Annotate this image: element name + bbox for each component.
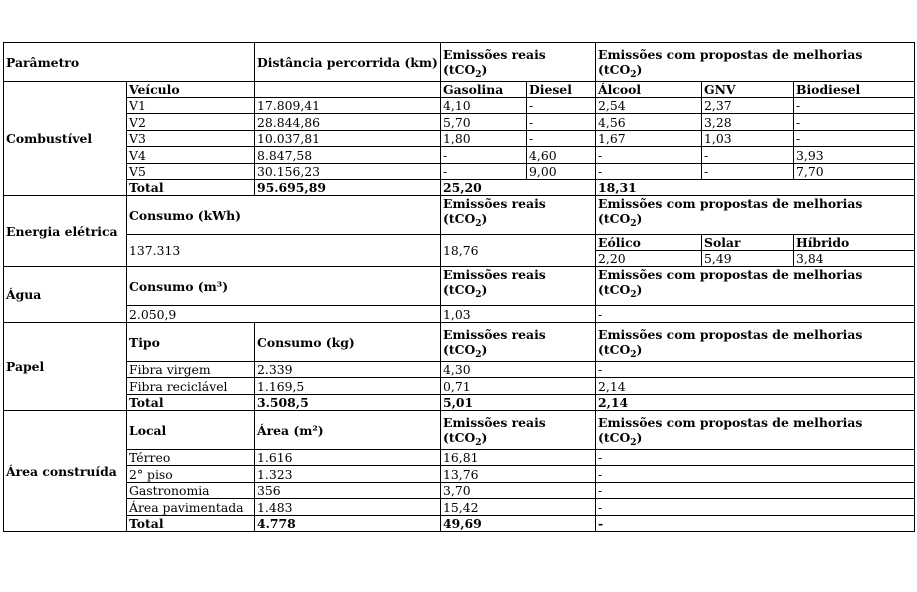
- table-row: [4, 499, 915, 516]
- area-area-cell: 1.323: [255, 466, 441, 483]
- total-label: Total: [127, 516, 255, 532]
- eolico-value: 2,20: [596, 251, 702, 267]
- gasolina-cell: 4,10: [441, 98, 527, 114]
- gnv-cell: 1,03: [702, 131, 794, 147]
- header-parametro: Parâmetro: [4, 43, 255, 82]
- combustivel-total-row: [4, 180, 915, 196]
- header-emissoes-melhorias: Emissões com propostas de melhorias (tCO$_2$): [596, 43, 915, 82]
- hibrido-value: 3,84: [794, 251, 915, 267]
- unit-tco2: (tCO$_2$): [598, 211, 643, 229]
- gasolina-cell: 1,80: [441, 131, 527, 147]
- energia-label: Energia elétrica: [4, 196, 127, 267]
- veiculo-header: Veículo: [127, 82, 255, 98]
- gnv-cell: -: [702, 164, 794, 180]
- unit-tco2: (tCO$_2$): [598, 62, 643, 80]
- gnv-header: GNV: [702, 82, 794, 98]
- vehicle-cell: V4: [127, 147, 255, 164]
- papel-tipo-cell: Fibra virgem: [127, 362, 255, 378]
- km-cell: 28.844,86: [255, 114, 441, 131]
- table-row: [4, 147, 915, 164]
- unit-tco2: (tCO$_2$): [443, 62, 488, 80]
- total-label: Total: [127, 180, 255, 196]
- area-local-cell: Térreo: [127, 450, 255, 466]
- energia-consumo-label: Consumo (kWh): [127, 196, 441, 235]
- table-row: [4, 98, 915, 114]
- solar-header: Solar: [702, 235, 794, 251]
- papel-total-consumo: 3.508,5: [255, 395, 441, 411]
- area-local-header: Local: [127, 411, 255, 450]
- area-reais-cell: 3,70: [441, 483, 596, 499]
- table-row: [4, 450, 915, 466]
- hibrido-header: Híbrido: [794, 235, 915, 251]
- unit-tco2: (tCO$_2$): [443, 282, 488, 300]
- gasolina-cell: 5,70: [441, 114, 527, 131]
- papel-total-row: [4, 395, 915, 411]
- vehicle-cell: V1: [127, 98, 255, 114]
- agua-header-row: [4, 267, 915, 306]
- diesel-cell: -: [527, 114, 596, 131]
- energia-value-row: [4, 235, 915, 251]
- area-total-melhorias: -: [596, 516, 915, 532]
- area-total-row: [4, 516, 915, 532]
- table-row: [4, 466, 915, 483]
- unit-tco2: (tCO$_2$): [443, 342, 488, 360]
- papel-consumo-header: Consumo (kg): [255, 323, 441, 362]
- area-reais-cell: 16,81: [441, 450, 596, 466]
- papel-label: Papel: [4, 323, 127, 411]
- total-km: 95.695,89: [255, 180, 441, 196]
- energia-header-row: [4, 196, 915, 235]
- area-total-reais: 49,69: [441, 516, 596, 532]
- area-emissoes-melhorias-header: Emissões com propostas de melhorias (tCO$_2$): [596, 411, 915, 450]
- area-area-cell: 1.616: [255, 450, 441, 466]
- alcool-cell: -: [596, 147, 702, 164]
- papel-tipo-header: Tipo: [127, 323, 255, 362]
- gasolina-cell: -: [441, 147, 527, 164]
- total-emissoes-melhorias: 18,31: [596, 180, 915, 196]
- papel-melhorias-cell: -: [596, 362, 915, 378]
- table-row: [4, 483, 915, 499]
- papel-consumo-cell: 2.339: [255, 362, 441, 378]
- table-row: [4, 114, 915, 131]
- agua-value-row: [4, 306, 915, 323]
- area-reais-cell: 15,42: [441, 499, 596, 516]
- unit-tco2: (tCO$_2$): [598, 282, 643, 300]
- energia-reais: 18,76: [441, 235, 596, 267]
- area-local-cell: 2° piso: [127, 466, 255, 483]
- area-area-cell: 1.483: [255, 499, 441, 516]
- alcool-cell: 1,67: [596, 131, 702, 147]
- gnv-cell: -: [702, 147, 794, 164]
- biodiesel-cell: -: [794, 131, 915, 147]
- table-row: [4, 378, 915, 395]
- papel-header-row: [4, 323, 915, 362]
- agua-emissoes-reais-header: Emissões reais (tCO$_2$): [441, 267, 596, 306]
- papel-total-reais: 5,01: [441, 395, 596, 411]
- agua-reais: 1,03: [441, 306, 596, 323]
- gnv-cell: 2,37: [702, 98, 794, 114]
- table-row: [4, 362, 915, 378]
- area-melhorias-cell: -: [596, 499, 915, 516]
- area-melhorias-cell: -: [596, 466, 915, 483]
- agua-label: Água: [4, 267, 127, 323]
- biodiesel-cell: -: [794, 114, 915, 131]
- energia-emissoes-melhorias-header: Emissões com propostas de melhorias (tCO$_2$): [596, 196, 915, 235]
- agua-consumo: 2.050,9: [127, 306, 441, 323]
- total-emissoes-reais: 25,20: [441, 180, 596, 196]
- area-local-cell: Área pavimentada: [127, 499, 255, 516]
- area-emissoes-reais-header: Emissões reais (tCO$_2$): [441, 411, 596, 450]
- papel-tipo-cell: Fibra reciclável: [127, 378, 255, 395]
- papel-reais-cell: 4,30: [441, 362, 596, 378]
- combustivel-label: Combustível: [4, 82, 127, 196]
- area-reais-cell: 13,76: [441, 466, 596, 483]
- solar-value: 5,49: [702, 251, 794, 267]
- biodiesel-cell: -: [794, 98, 915, 114]
- area-label: Área construída: [4, 411, 127, 532]
- combustivel-subheader-row: [4, 82, 915, 98]
- area-header-row: [4, 411, 915, 450]
- gasolina-cell: -: [441, 164, 527, 180]
- diesel-header: Diesel: [527, 82, 596, 98]
- km-cell: 10.037,81: [255, 131, 441, 147]
- gnv-cell: 3,28: [702, 114, 794, 131]
- header-distancia: Distância percorrida (km): [255, 43, 441, 82]
- biodiesel-cell: 3,93: [794, 147, 915, 164]
- total-label: Total: [127, 395, 255, 411]
- unit-tco2: (tCO$_2$): [443, 430, 488, 448]
- diesel-cell: -: [527, 131, 596, 147]
- papel-melhorias-cell: 2,14: [596, 378, 915, 395]
- agua-consumo-label: Consumo (m³): [127, 267, 441, 306]
- agua-emissoes-melhorias-header: Emissões com propostas de melhorias (tCO$_2$): [596, 267, 915, 306]
- vehicle-cell: V3: [127, 131, 255, 147]
- table-row: [4, 164, 915, 180]
- agua-melhorias: -: [596, 306, 915, 323]
- emissions-table: [3, 42, 915, 532]
- table-row: [4, 131, 915, 147]
- energia-emissoes-reais-header: Emissões reais (tCO$_2$): [441, 196, 596, 235]
- papel-reais-cell: 0,71: [441, 378, 596, 395]
- diesel-cell: 4,60: [527, 147, 596, 164]
- papel-total-melhorias: 2,14: [596, 395, 915, 411]
- energia-consumo: 137.313: [127, 235, 441, 267]
- eolico-header: Eólico: [596, 235, 702, 251]
- header-emissoes-reais: Emissões reais (tCO$_2$): [441, 43, 596, 82]
- papel-consumo-cell: 1.169,5: [255, 378, 441, 395]
- area-total-area: 4.778: [255, 516, 441, 532]
- papel-emissoes-melhorias-header: Emissões com propostas de melhorias (tCO$_2$): [596, 323, 915, 362]
- area-area-cell: 356: [255, 483, 441, 499]
- diesel-cell: -: [527, 98, 596, 114]
- diesel-cell: 9,00: [527, 164, 596, 180]
- alcool-cell: -: [596, 164, 702, 180]
- header-row: [4, 43, 915, 82]
- area-melhorias-cell: -: [596, 450, 915, 466]
- gasolina-header: Gasolina: [441, 82, 527, 98]
- km-cell: 17.809,41: [255, 98, 441, 114]
- papel-emissoes-reais-header: Emissões reais (tCO$_2$): [441, 323, 596, 362]
- vehicle-cell: V2: [127, 114, 255, 131]
- vehicle-cell: V5: [127, 164, 255, 180]
- km-cell: 8.847,58: [255, 147, 441, 164]
- km-cell: 30.156,23: [255, 164, 441, 180]
- area-local-cell: Gastronomia: [127, 483, 255, 499]
- alcool-cell: 2,54: [596, 98, 702, 114]
- alcool-header: Álcool: [596, 82, 702, 98]
- unit-tco2: (tCO$_2$): [443, 211, 488, 229]
- area-area-header: Área (m²): [255, 411, 441, 450]
- area-melhorias-cell: -: [596, 483, 915, 499]
- unit-tco2: (tCO$_2$): [598, 430, 643, 448]
- alcool-cell: 4,56: [596, 114, 702, 131]
- unit-tco2: (tCO$_2$): [598, 342, 643, 360]
- biodiesel-header: Biodiesel: [794, 82, 915, 98]
- biodiesel-cell: 7,70: [794, 164, 915, 180]
